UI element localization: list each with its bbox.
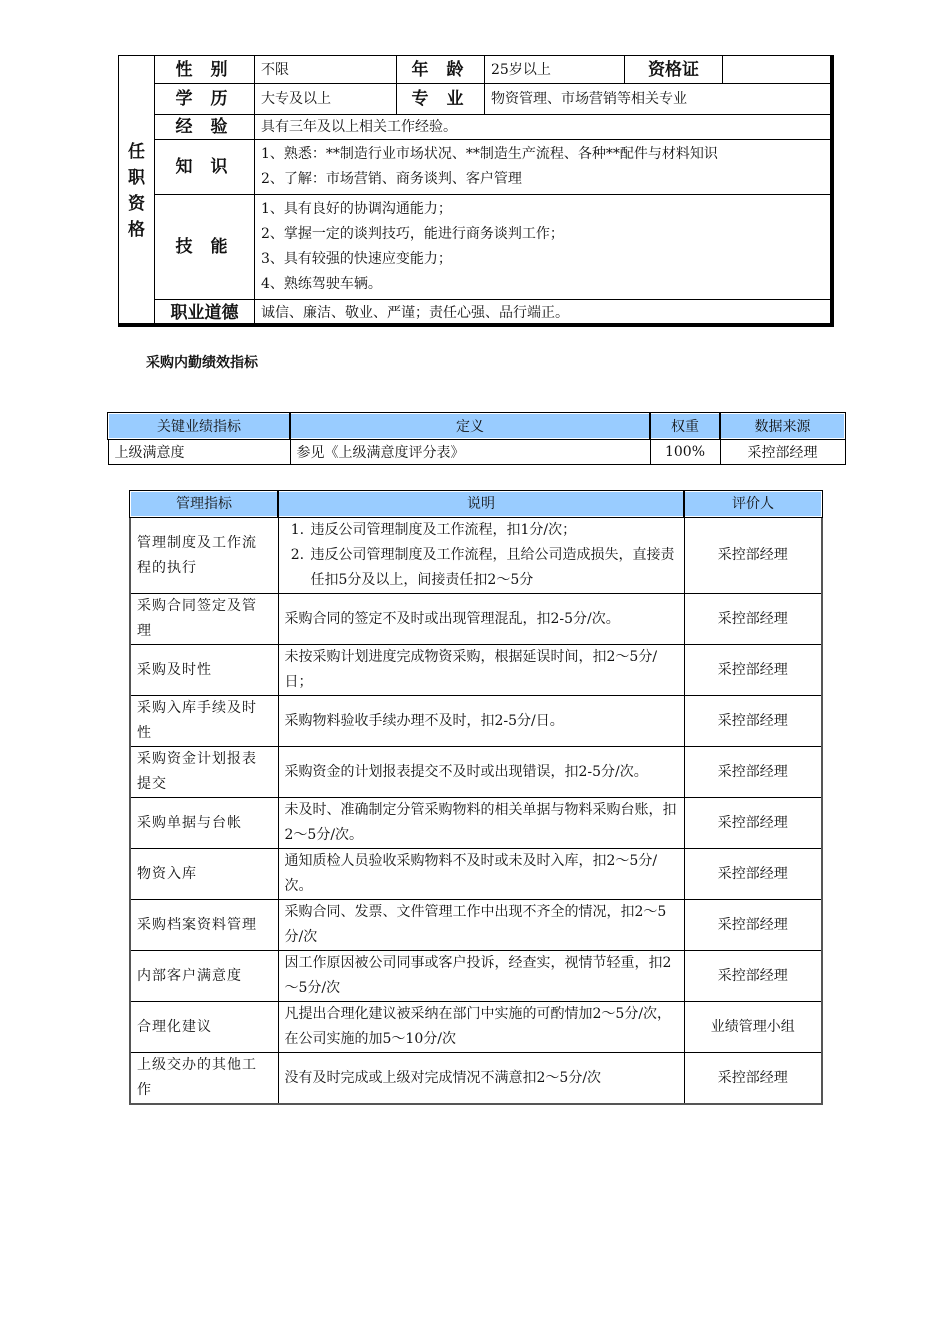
skill-line: 1、具有良好的协调沟通能力； [261,201,452,217]
age-label: 年 龄 [397,56,485,84]
mgmt-header-row [130,491,822,517]
mgmt-description-cell: 采购物料验收手续办理不及时，扣2-5分/日。 [278,696,684,747]
knowledge-label: 知 识 [155,140,255,195]
mgmt-evaluator-cell: 采控部经理 [684,594,822,645]
gender-value: 不限 [255,56,397,84]
mgmt-row [130,798,822,849]
mgmt-evaluator-cell: 采控部经理 [684,645,822,696]
qualification-section-label: 任 职 资 格 [119,56,155,326]
mgmt-header-cell: 管理指标 [130,491,278,517]
performance-title: 采购内勤绩效指标 [146,355,258,371]
knowledge-line: 2、了解：市场营销、商务谈判、客户管理 [261,171,522,187]
knowledge-line: 1、熟悉：**制造行业市场状况、**制造生产流程、各种**配件与材料知识 [261,146,718,162]
kpi-table [107,412,846,465]
mgmt-evaluator-cell: 采控部经理 [684,849,822,900]
experience-value: 具有三年及以上相关工作经验。 [255,115,831,140]
mgmt-row [130,849,822,900]
age-value: 25岁以上 [485,56,625,84]
mgmt-evaluator-cell: 采控部经理 [684,517,822,594]
ethics-label: 职业道德 [155,300,255,326]
mgmt-description-cell: 未及时、准确制定分管采购物料的相关单据与物料采购台账，扣2～5分/次。 [278,798,684,849]
qualification-table [118,55,831,326]
mgmt-row [130,594,822,645]
kpi-header-cell: 权重 [650,413,720,439]
mgmt-indicator-cell: 物资入库 [130,849,278,900]
mgmt-description-cell: 凡提出合理化建议被采纳在部门中实施的可酌情加2～5分/次，在公司实施的加5～10分/次 [278,1002,684,1053]
mgmt-indicator-cell: 采购入库手续及时性 [130,696,278,747]
qualification-table-frame [118,55,834,327]
skills-value [255,195,831,300]
mgmt-indicator-cell: 上级交办的其他工作 [130,1053,278,1105]
mgmt-evaluator-cell: 采控部经理 [684,900,822,951]
mgmt-header-cell: 说明 [278,491,684,517]
skills-label: 技 能 [155,195,255,300]
mgmt-indicator-cell: 采购单据与台帐 [130,798,278,849]
mgmt-row [130,747,822,798]
mgmt-row [130,900,822,951]
gender-label: 性 别 [155,56,255,84]
experience-label: 经 验 [155,115,255,140]
education-value: 大专及以上 [255,84,397,115]
mgmt-evaluator-cell: 业绩管理小组 [684,1002,822,1053]
cert-value [723,56,831,84]
kpi-name-cell: 上级满意度 [108,439,290,465]
mgmt-evaluator-cell: 采控部经理 [684,696,822,747]
management-table [129,490,823,1105]
kpi-definition-cell: 参见《上级满意度评分表》 [290,439,650,465]
mgmt-header-cell: 评价人 [684,491,822,517]
mgmt-row [130,951,822,1002]
mgmt-indicator-cell: 采购档案资料管理 [130,900,278,951]
description-list [285,518,678,593]
mgmt-indicator-cell: 管理制度及工作流程的执行 [130,517,278,594]
knowledge-value [255,140,831,195]
education-label: 学 历 [155,84,255,115]
mgmt-evaluator-cell: 采控部经理 [684,798,822,849]
major-label: 专 业 [397,84,485,115]
mgmt-indicator-cell: 内部客户满意度 [130,951,278,1002]
kpi-header-cell: 数据来源 [720,413,845,439]
mgmt-evaluator-cell: 采控部经理 [684,1053,822,1105]
description-item: 2. 违反公司管理制度及工作流程，且给公司造成损失，直接责任扣5分及以上，间接责任扣2～5分 [309,543,678,593]
description-item: 1. 违反公司管理制度及工作流程，扣1分/次； [309,518,678,543]
mgmt-row [130,696,822,747]
kpi-header-cell: 关键业绩指标 [108,413,290,439]
mgmt-description-cell: 未按采购计划进度完成物资采购，根据延误时间，扣2～5分/日； [278,645,684,696]
skill-line: 4、熟练驾驶车辆。 [261,276,382,292]
kpi-header-row [108,413,845,439]
mgmt-indicator-cell: 采购及时性 [130,645,278,696]
mgmt-row [130,1002,822,1053]
mgmt-description-cell: 采购资金的计划报表提交不及时或出现错误，扣2-5分/次。 [278,747,684,798]
kpi-header-cell: 定义 [290,413,650,439]
mgmt-description-cell [278,517,684,594]
kpi-row [108,439,845,465]
skill-line: 3、具有较强的快速应变能力； [261,251,452,267]
kpi-source-cell: 采控部经理 [720,439,845,465]
mgmt-description-cell: 因工作原因被公司同事或客户投诉，经查实，视情节轻重，扣2～5分/次 [278,951,684,1002]
mgmt-indicator-cell: 采购资金计划报表提交 [130,747,278,798]
mgmt-evaluator-cell: 采控部经理 [684,951,822,1002]
mgmt-description-cell: 没有及时完成或上级对完成情况不满意扣2～5分/次 [278,1053,684,1105]
major-value: 物资管理、市场营销等相关专业 [485,84,831,115]
mgmt-row [130,517,822,594]
mgmt-description-cell: 采购合同、发票、文件管理工作中出现不齐全的情况，扣2～5分/次 [278,900,684,951]
mgmt-row [130,645,822,696]
cert-label: 资格证 [625,56,723,84]
mgmt-indicator-cell: 合理化建议 [130,1002,278,1053]
ethics-value: 诚信、廉洁、敬业、严谨；责任心强、品行端正。 [255,300,831,326]
mgmt-description-cell: 采购合同的签定不及时或出现管理混乱，扣2-5分/次。 [278,594,684,645]
mgmt-indicator-cell: 采购合同签定及管理 [130,594,278,645]
skill-line: 2、掌握一定的谈判技巧，能进行商务谈判工作； [261,226,564,242]
kpi-weight-cell: 100% [650,439,720,465]
mgmt-evaluator-cell: 采控部经理 [684,747,822,798]
mgmt-row [130,1053,822,1105]
mgmt-description-cell: 通知质检人员验收采购物料不及时或未及时入库，扣2～5分/次。 [278,849,684,900]
